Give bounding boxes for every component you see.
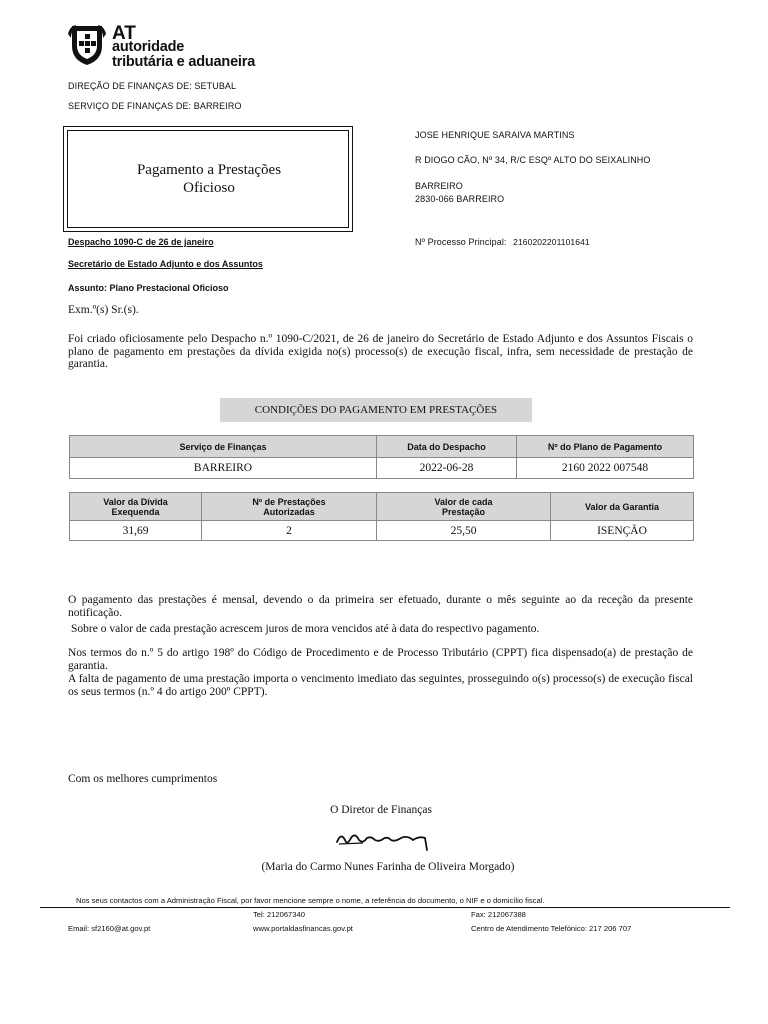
direcao-financas: DIREÇÃO DE FINANÇAS DE: SETUBAL: [68, 81, 237, 91]
signatory-name: (Maria do Carmo Nunes Farinha de Oliveira Morgado): [261, 861, 515, 873]
footer-note: Nos seus contactos com a Administração Fiscal, por favor mencione sempre o nome, a referência do documento, o NIF e o domicílio fiscal.: [76, 896, 545, 905]
signatory-title: O Diretor de Finanças: [330, 804, 432, 816]
servico-financas: SERVIÇO DE FINANÇAS DE: BARREIRO: [68, 101, 242, 111]
recipient-postal: 2830-066 BARREIRO: [415, 194, 505, 204]
processo-principal: [415, 237, 590, 247]
col-valor-prestacao: Valor de cada Prestação: [377, 493, 551, 521]
col-num-prestacoes: Nº de Prestações Autorizadas: [202, 493, 377, 521]
conditions-title: CONDIÇÕES DO PAGAMENTO EM PRESTAÇÕES: [220, 398, 532, 422]
paragraph-interest: Sobre o valor de cada prestação acrescem juros de mora vencidos até à data do respectivo pagamento.: [71, 623, 540, 635]
cell-valor-prestacao: 25,50: [377, 521, 551, 541]
title-box: [63, 126, 353, 232]
greeting: Exm.º(s) Sr.(s).: [68, 304, 139, 316]
paragraph-default: A falta de pagamento de uma prestação importa o vencimento imediato das seguintes, prosseguindo o(s) processo(s) de execução fiscal os seus termos (n.º 4 do artigo 200º CPPT).: [68, 673, 693, 698]
footer-tel: Tel: 212067340: [253, 910, 305, 919]
document-title-line1: Pagamento a Prestações: [136, 162, 282, 178]
document-title: [64, 161, 354, 197]
table-row: [70, 458, 694, 479]
installment-table: [69, 492, 694, 541]
closing: Com os melhores cumprimentos: [68, 773, 218, 785]
col-plano-pagamento: Nº do Plano de Pagamento: [517, 436, 694, 458]
plan-table: [69, 435, 694, 479]
cell-num-prestacoes: 2: [202, 521, 377, 541]
recipient-city: BARREIRO: [415, 181, 463, 191]
cell-plano: 2160 2022 007548: [517, 458, 694, 479]
cell-servico: BARREIRO: [70, 458, 377, 479]
coat-of-arms-icon: [68, 24, 108, 66]
recipient-name: JOSE HENRIQUE SARAIVA MARTINS: [415, 130, 575, 140]
col-servico-financas: Serviço de Finanças: [70, 436, 377, 458]
despacho-ref: Despacho 1090-C de 26 de janeiro: [68, 237, 214, 247]
cell-data: 2022-06-28: [377, 458, 517, 479]
footer-website[interactable]: www.portaldasfinancas.gov.pt: [253, 924, 353, 933]
footer-email[interactable]: Email: sf2160@at.gov.pt: [68, 924, 151, 933]
paragraph-monthly: O pagamento das prestações é mensal, devendo o da primeira ser efetuado, durante o mês seguinte ao da receção da presente notificação.: [68, 594, 693, 619]
logo-line1: autoridade: [112, 39, 185, 55]
document-title-line2: Oficioso: [183, 180, 235, 196]
col-data-despacho: Data do Despacho: [377, 436, 517, 458]
signature-icon: [333, 826, 433, 854]
processo-value: 2160202201101641: [513, 237, 590, 247]
paragraph-guarantee: Nos termos do n.º 5 do artigo 198º do Código de Procedimento e de Processo Tributário (CPPT) fica dispensado(a) de prestação de garantia.: [68, 647, 693, 672]
logo-abbr: AT: [112, 23, 136, 44]
footer-divider: [40, 907, 730, 908]
footer-fax: Fax: 212067388: [471, 910, 526, 919]
col-valor-garantia: Valor da Garantia: [551, 493, 694, 521]
cell-valor-divida: 31,69: [70, 521, 202, 541]
at-logo: [68, 24, 278, 72]
secretario-estado: Secretário de Estado Adjunto e dos Assuntos: [68, 259, 263, 269]
logo-line2: tributária e aduaneira: [112, 54, 256, 70]
footer-call-center: Centro de Atendimento Telefónico: 217 206 707: [471, 924, 632, 933]
intro-paragraph: Foi criado oficiosamente pelo Despacho n.º 1090-C/2021, de 26 de janeiro do Secretário de Estado Adjunto e dos Assuntos Fiscais o plano de pagamento em prestações da dívida exigida no(s) processo(s) de execução fiscal, infra, sem necessidade de prestação de garantia.: [68, 333, 693, 370]
recipient-street: R DIOGO CÃO, Nº 34, R/C ESQº ALTO DO SEIXALINHO: [415, 155, 651, 165]
assunto: Assunto: Plano Prestacional Oficioso: [68, 283, 229, 293]
col-valor-divida: Valor da Dívida Exequenda: [70, 493, 202, 521]
table-row: [70, 521, 694, 541]
cell-valor-garantia: ISENÇÃO: [551, 521, 694, 541]
processo-label: Nº Processo Principal:: [415, 237, 507, 247]
